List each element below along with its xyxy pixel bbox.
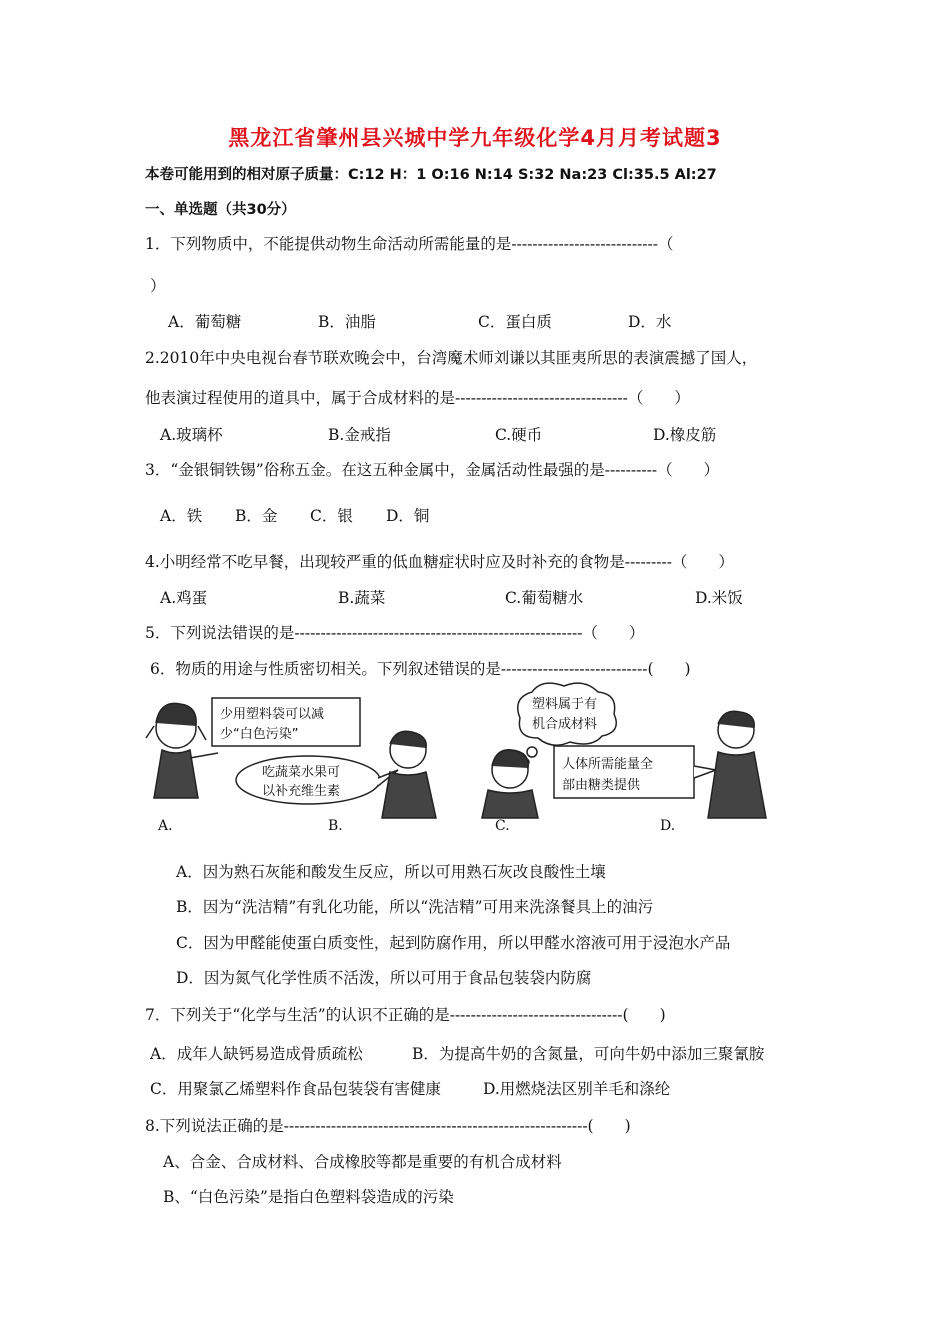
q1-option-d[interactable]: D．水 [628,313,672,331]
girl-figure-icon [146,703,218,798]
question-6-stem: 6．物质的用途与性质密切相关。下列叙述错误的是----------------------------( ) [150,660,691,678]
q1-option-c[interactable]: C．蛋白质 [478,313,552,331]
question-3-stem: 3．“金银铜铁锡”俗称五金。在这五种金属中，金属活动性最强的是----------（ ） [145,461,720,479]
q1-option-a[interactable]: A．葡萄糖 [168,313,242,331]
question-5-stem: 5．下列说法错误的是-------------------------------------------------------（ ） [145,624,645,642]
bubble-a-line1: 少用塑料袋可以减 [220,707,325,722]
question-1-stem-cont: ） [150,277,166,295]
q2-option-a[interactable]: A.玻璃杯 [160,426,223,444]
section-heading: 一、单选题（共30分） [145,202,296,218]
q6-illustration [140,678,820,838]
q6-option-a[interactable]: A．因为熟石灰能和酸发生反应，所以可用熟石灰改良酸性土壤 [176,863,606,881]
q7-option-a[interactable]: A．成年人缺钙易造成骨质疏松 [150,1045,363,1063]
page-title: 黑龙江省肇州县兴城中学九年级化学4月月考试题3 [228,126,722,150]
bubble-a-line2: 少“白色污染” [220,727,299,742]
question-1-stem: 1．下列物质中，不能提供动物生命活动所需能量的是----------------------------（ [145,235,674,253]
illus-label-a: A. [158,818,173,834]
illus-label-d: D. [660,818,676,834]
man-figure-icon [708,711,766,818]
q4-option-a[interactable]: A.鸡蛋 [160,589,208,607]
q2-option-b[interactable]: B.金戒指 [328,426,391,444]
q2-option-c[interactable]: C.硬币 [495,426,543,444]
bubble-b-line1: 吃蔬菜水果可 [262,765,341,780]
q7-option-b[interactable]: B．为提高牛奶的含氮量，可向牛奶中添加三聚氰胺 [412,1045,765,1063]
q3-option-d[interactable]: D．铜 [386,507,430,525]
q6-option-b[interactable]: B．因为“洗洁精”有乳化功能，所以“洗洁精”可用来洗涤餐具上的油污 [176,898,654,916]
illus-label-b: B. [328,818,343,834]
question-4-stem: 4.小明经常不吃早餐，出现较严重的低血糖症状时应及时补充的食物是---------（ ） [145,553,734,571]
atomic-masses: 本卷可能用到的相对原子质量：C:12 H：1 O:16 N:14 S:32 Na:23 Cl:35.5 Al:27 [145,167,717,183]
q3-option-c[interactable]: C．银 [310,507,353,525]
bubble-d-line2: 部由糖类提供 [562,778,641,793]
boy-figure-icon [382,731,436,818]
q1-option-b[interactable]: B．油脂 [318,313,376,331]
q6-option-c[interactable]: C．因为甲醛能使蛋白质变性，起到防腐作用，所以甲醛水溶液可用于浸泡水产品 [176,934,731,952]
bubble-c-line1: 塑料属于有 [532,697,598,712]
q4-option-b[interactable]: B.蔬菜 [338,589,386,607]
q8-option-b[interactable]: B、“白色污染”是指白色塑料袋造成的污染 [163,1188,454,1206]
q4-option-d[interactable]: D.米饭 [695,589,743,607]
q7-option-d[interactable]: D.用燃烧法区别羊毛和涤纶 [483,1080,671,1098]
q4-option-c[interactable]: C.葡萄糖水 [505,589,584,607]
question-7-stem: 7．下列关于“化学与生活”的认识不正确的是---------------------------------( ) [145,1006,666,1024]
q6-option-d[interactable]: D．因为氮气化学性质不活泼，所以可用于食品包装袋内防腐 [176,969,592,987]
q3-option-a[interactable]: A．铁 [160,507,203,525]
question-8-stem: 8.下列说法正确的是----------------------------------------------------------( ) [145,1117,631,1135]
question-2-stem: 2.2010年中央电视台春节联欢晚会中，台湾魔术师刘谦以其匪夷所思的表演震撼了国人， [145,349,758,367]
illus-label-c: C. [495,818,510,834]
q8-option-a[interactable]: A、合金、合成材料、合成橡胶等都是重要的有机合成材料 [163,1153,562,1171]
q3-option-b[interactable]: B．金 [235,507,278,525]
q7-option-c[interactable]: C．用聚氯乙烯塑料作食品包装袋有害健康 [150,1080,441,1098]
bubble-b-line2: 以补充维生素 [262,784,341,799]
q2-option-d[interactable]: D.橡皮筋 [653,426,717,444]
bubble-c-line2: 机合成材料 [532,717,598,732]
bubble-d-line1: 人体所需能量全 [562,757,654,772]
question-2-stem-cont: 他表演过程使用的道具中，属于合成材料的是---------------------------------（ ） [145,389,690,407]
child-figure-icon [482,750,538,818]
